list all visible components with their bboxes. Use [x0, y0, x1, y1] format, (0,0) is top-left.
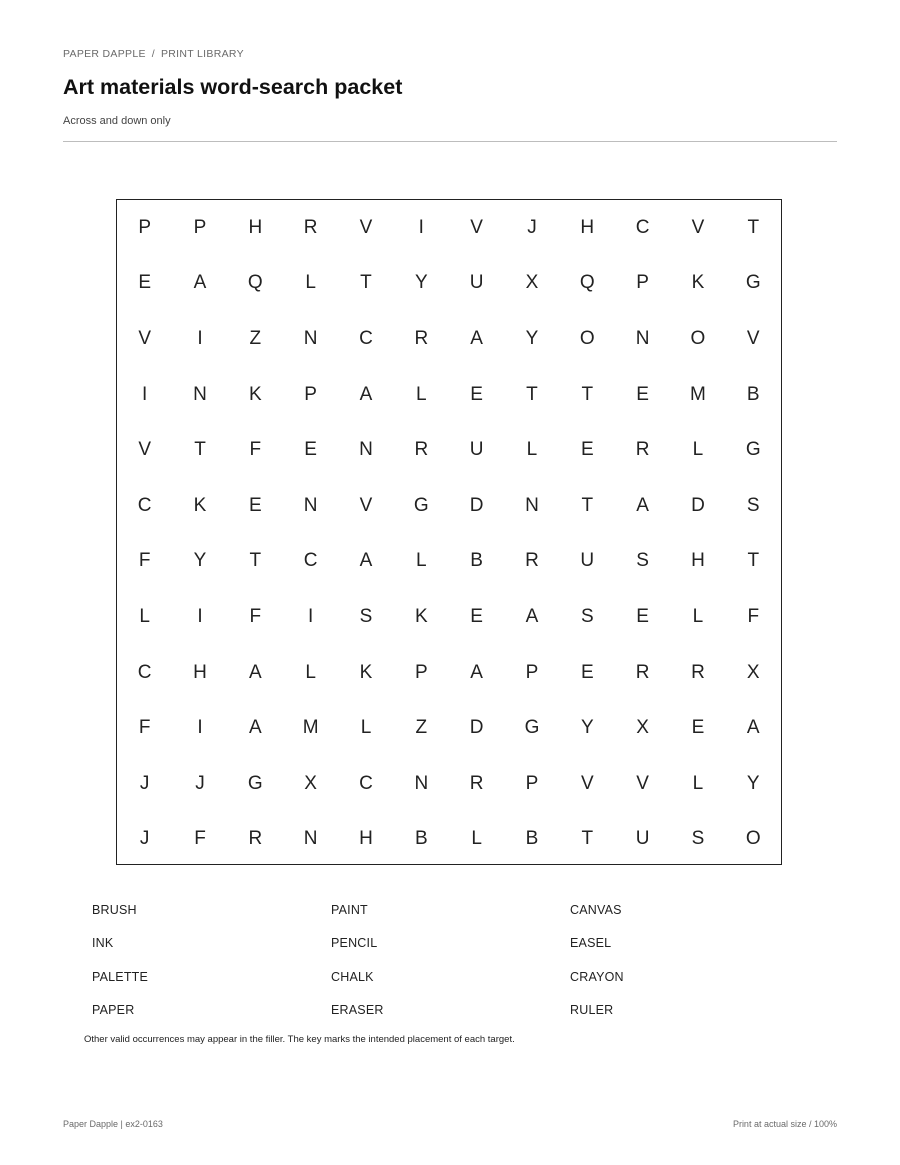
grid-cell: C [359, 772, 373, 794]
grid-cell: I [308, 605, 314, 627]
grid-cell: B [746, 383, 760, 405]
grid-cell: M [302, 717, 319, 739]
grid-cell: A [746, 717, 760, 739]
grid-cell: A [359, 550, 373, 572]
grid-cell: O [745, 828, 761, 850]
grid-cell: A [525, 605, 539, 627]
word-list-item: PENCIL [331, 936, 378, 951]
grid-cell: S [636, 550, 649, 572]
grid-cell: I [197, 605, 203, 627]
grid-cell: P [525, 661, 539, 683]
grid-cell: R [303, 216, 318, 238]
grid-row [117, 756, 781, 812]
word-search-grid [116, 199, 782, 865]
grid-cell: T [581, 383, 594, 405]
grid-cell: E [580, 439, 594, 461]
grid-cell: Y [193, 550, 207, 572]
grid-cell: J [139, 772, 150, 794]
grid-cell: Q [579, 272, 595, 294]
grid-cell: V [138, 439, 151, 461]
grid-cell: E [580, 661, 594, 683]
grid-row [117, 700, 781, 756]
grid-cell: C [635, 216, 650, 238]
grid-cell: T [581, 494, 594, 516]
grid-cell: N [635, 327, 650, 349]
grid-cell: H [248, 216, 263, 238]
word-list-item: RULER [570, 1003, 614, 1018]
grid-cell: V [138, 327, 151, 349]
grid-cell: A [248, 717, 262, 739]
grid-cell: D [691, 494, 705, 516]
grid-cell: L [526, 439, 538, 461]
page-subtitle: Across and down only [63, 115, 171, 127]
grid-cell: R [635, 661, 650, 683]
grid-cell: L [416, 383, 427, 405]
grid-cell: F [138, 717, 151, 739]
grid-cell: V [746, 327, 760, 349]
grid-cell: V [359, 494, 373, 516]
grid-cell: F [747, 605, 760, 627]
grid-row [117, 645, 781, 701]
word-list-item: INK [92, 936, 114, 951]
grid-cell: R [469, 772, 484, 794]
grid-cell: R [248, 828, 263, 850]
word-list [92, 903, 812, 1037]
grid-cell: N [414, 772, 429, 794]
word-list-item: PAINT [331, 903, 368, 917]
grid-cell: E [248, 494, 262, 516]
grid-cell: O [690, 327, 706, 349]
grid-cell: L [471, 828, 482, 850]
grid-cell: Y [525, 327, 539, 349]
grid-cell: N [359, 439, 373, 461]
grid-cell: J [139, 828, 150, 850]
grid-cell: R [414, 327, 429, 349]
word-list-item: PAPER [92, 1003, 135, 1018]
grid-cell: F [249, 605, 262, 627]
grid-cell: K [248, 383, 262, 405]
grid-cell: L [305, 272, 316, 294]
grid-cell: H [193, 661, 207, 683]
grid-cell: V [580, 772, 594, 794]
grid-cell: J [195, 772, 205, 794]
grid-cell: B [414, 828, 428, 850]
grid-cell: E [470, 383, 483, 405]
grid-cell: G [745, 439, 761, 461]
header-divider [63, 141, 837, 142]
grid-cell: C [359, 327, 373, 349]
grid-cell: U [469, 439, 484, 461]
breadcrumb-brand[interactable]: PAPER DAPPLE [63, 48, 146, 60]
grid-cell: R [525, 550, 539, 572]
grid-cell: T [747, 550, 760, 572]
grid-cell: U [469, 272, 484, 294]
grid-cell: L [692, 439, 704, 461]
grid-cell: V [470, 216, 483, 238]
grid-row [117, 589, 781, 645]
grid-cell: E [138, 272, 151, 294]
grid-cell: P [193, 216, 207, 238]
grid-cell: A [193, 272, 207, 294]
grid-cell: H [580, 216, 595, 238]
grid-cell: E [636, 383, 649, 405]
grid-cell: N [303, 828, 318, 850]
grid-row [117, 534, 781, 590]
grid-cell: H [359, 828, 373, 850]
grid-cell: X [636, 717, 649, 739]
word-list-item: BRUSH [92, 903, 137, 917]
word-list-item: PALETTE [92, 969, 149, 984]
grid-row [117, 200, 781, 256]
grid-cell: X [525, 272, 539, 294]
grid-cell: Y [580, 717, 594, 739]
grid-row [117, 812, 781, 868]
grid-cell: T [194, 439, 206, 461]
grid-cell: I [418, 216, 424, 238]
grid-cell: L [416, 550, 427, 572]
grid-cell: C [137, 494, 152, 516]
grid-cell: T [747, 216, 760, 238]
grid-cell: H [691, 550, 705, 572]
grid-cell: T [249, 550, 262, 572]
grid-cell: J [527, 216, 537, 238]
grid-cell: N [303, 327, 318, 349]
grid-cell: G [247, 772, 263, 794]
grid-cell: S [580, 605, 594, 627]
grid-cell: K [414, 605, 428, 627]
word-list-item: CRAYON [570, 969, 624, 984]
grid-cell: U [635, 828, 650, 850]
grid-cell: A [248, 661, 262, 683]
page-title: Art materials word-search packet [63, 75, 403, 99]
word-list-item: CANVAS [570, 903, 622, 917]
grid-cell: L [305, 661, 316, 683]
grid-cell: A [470, 661, 483, 683]
word-list-item: ERASER [331, 1003, 384, 1018]
grid-cell: D [469, 494, 484, 516]
grid-row [117, 367, 781, 423]
grid-cell: K [193, 494, 207, 516]
grid-cell: E [636, 605, 649, 627]
grid-cell: P [636, 272, 649, 294]
grid-cell: E [470, 605, 483, 627]
grid-cell: D [469, 717, 484, 739]
grid-cell: N [303, 494, 318, 516]
grid-cell: G [413, 494, 429, 516]
grid-cell: Y [746, 772, 760, 794]
grid-cell: K [691, 272, 705, 294]
grid-cell: I [197, 327, 203, 349]
grid-cell: S [691, 828, 705, 850]
grid-cell: L [139, 605, 150, 627]
grid-cell: Q [247, 272, 263, 294]
grid-cell: B [525, 828, 539, 850]
grid-cell: X [746, 661, 760, 683]
grid-cell: R [414, 439, 429, 461]
grid-cell: T [526, 383, 538, 405]
grid-cell: N [193, 383, 207, 405]
grid-cell: V [636, 772, 649, 794]
grid-cell: C [137, 661, 152, 683]
grid-cell: I [197, 717, 203, 739]
grid-row [117, 478, 781, 534]
grid-cell: P [138, 216, 151, 238]
grid-cell: R [635, 439, 650, 461]
footer-print-hint: Print at actual size / 100% [732, 1119, 837, 1129]
grid-cell: E [304, 439, 317, 461]
grid-cell: V [359, 216, 373, 238]
grid-cell: G [524, 717, 540, 739]
grid-cell: R [691, 661, 705, 683]
grid-cell: Z [249, 327, 262, 349]
footer-id: Paper Dapple | ex2-0163 [63, 1119, 163, 1129]
grid-cell: L [692, 605, 704, 627]
filler-note: Other valid occurrences may appear in the filler. The key marks the intended placement of each target. [84, 1034, 515, 1045]
grid-cell: X [304, 772, 317, 794]
grid-cell: F [249, 439, 262, 461]
grid-row [117, 256, 781, 312]
grid-cell: S [746, 494, 760, 516]
grid-cell: M [690, 383, 706, 405]
grid-cell: U [580, 550, 595, 572]
grid-cell: T [581, 828, 594, 850]
grid-cell: P [304, 383, 317, 405]
grid-cell: T [360, 272, 372, 294]
grid-cell: F [194, 828, 206, 850]
word-list-item: CHALK [331, 969, 374, 984]
grid-cell: O [579, 327, 595, 349]
grid-cell: A [636, 494, 649, 516]
grid-cell: I [142, 383, 148, 405]
grid-cell: L [692, 772, 704, 794]
grid-cell: N [525, 494, 539, 516]
breadcrumb-section[interactable]: PRINT LIBRARY [161, 48, 244, 60]
grid-cell: V [691, 216, 705, 238]
grid-cell: A [470, 327, 483, 349]
grid-cell: P [414, 661, 428, 683]
grid-cell: Y [414, 272, 428, 294]
grid-row [117, 422, 781, 478]
grid-cell: C [303, 550, 318, 572]
word-list-item: EASEL [570, 936, 612, 951]
grid-cell: K [359, 661, 373, 683]
grid-cell: L [360, 717, 372, 739]
breadcrumb [63, 48, 244, 60]
breadcrumb-separator: / [151, 48, 155, 60]
grid-cell: S [359, 605, 373, 627]
grid-cell: Z [415, 717, 428, 739]
grid-row [117, 311, 781, 367]
grid-cell: G [745, 272, 761, 294]
grid-cell: B [470, 550, 483, 572]
grid-cell: A [359, 383, 373, 405]
grid-cell: E [691, 717, 705, 739]
grid-cell: F [138, 550, 151, 572]
grid-cell: P [525, 772, 539, 794]
